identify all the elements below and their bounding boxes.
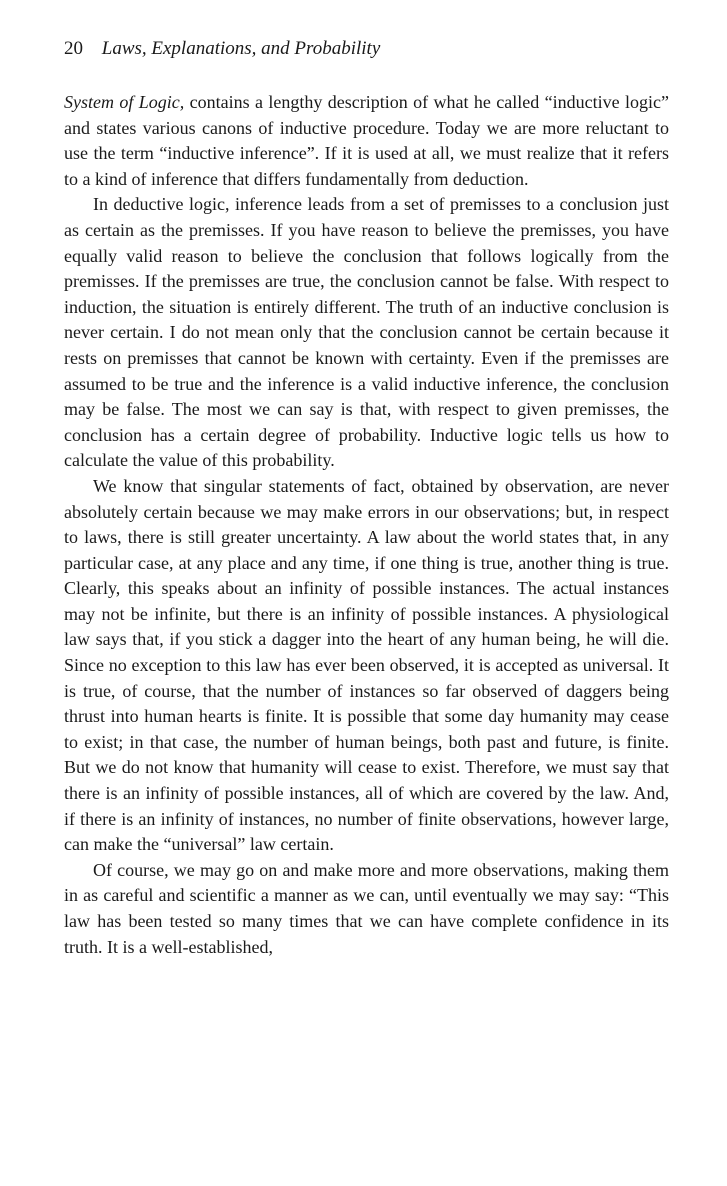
paragraph-1-text: contains a lengthy description of what he called “inductive logic” and states various canons of inductive procedure. Today we are more reluctant to use the term “inductive inference”. If it is used at all, we must realize that it refers to a kind of inference that differs fundamentally from deduction. (64, 92, 669, 189)
paragraph-3: We know that singular statements of fact, obtained by observation, are never absolutely certain because we may make errors in our observations; but, in respect to laws, there is still greater uncertainty. A law about the world states that, in any particular case, at any place and any time, if one thing is true, another thing is true. Clearly, this speaks about an infinity of possible instances. The actual instances may not be infinite, but there is an infinity of possible instances. A physiological law says that, if you stick a dagger into the heart of any human being, he will die. Since no exception to this law has ever been observed, it is accepted as universal. It is true, of course, that the number of instances so far observed of daggers being thrust into human hearts is finite. It is possible that some day humanity may cease to exist; in that case, the number of human beings, both past and future, is finite. But we do not know that humanity will cease to exist. Therefore, we must say that there is an infinity of possible instances, all of which are covered by the law. And, if there is an infinity of instances, no number of finite observations, however large, can make the “universal” law certain. (64, 475, 669, 855)
book-title-italic: System of Logic, (64, 92, 185, 112)
body-text (64, 90, 669, 960)
paragraph-2: In deductive logic, inference leads from a set of premisses to a conclusion just as certain as the premisses. If you have reason to believe the premisses, you have equally valid reason to believe the conclusion that follows logically from the premisses. If the premisses are true, the conclusion cannot be false. With respect to induction, the situation is entirely different. The truth of an inductive conclusion is never certain. I do not mean only that the conclusion cannot be certain because it rests on premisses that cannot be known with certainty. Even if the premisses are assumed to be true and the inference is a valid inductive inference, the conclusion may be false. The most we can say is that, with respect to given premisses, the conclusion has a certain degree of probability. Inductive logic tells us how to calculate the value of this probability. (64, 194, 669, 471)
book-page (64, 34, 669, 960)
paragraph-1 (64, 90, 669, 192)
page-number: 20 (64, 38, 83, 59)
running-head (64, 34, 669, 64)
running-title: Laws, Explanations, and Probability (101, 38, 381, 59)
paragraph-4: Of course, we may go on and make more and more observations, making them in as careful and scientific a manner as we can, until eventually we may say: “This law has been tested so many times that we can have complete confidence in its truth. It is a well-established, (64, 859, 669, 957)
